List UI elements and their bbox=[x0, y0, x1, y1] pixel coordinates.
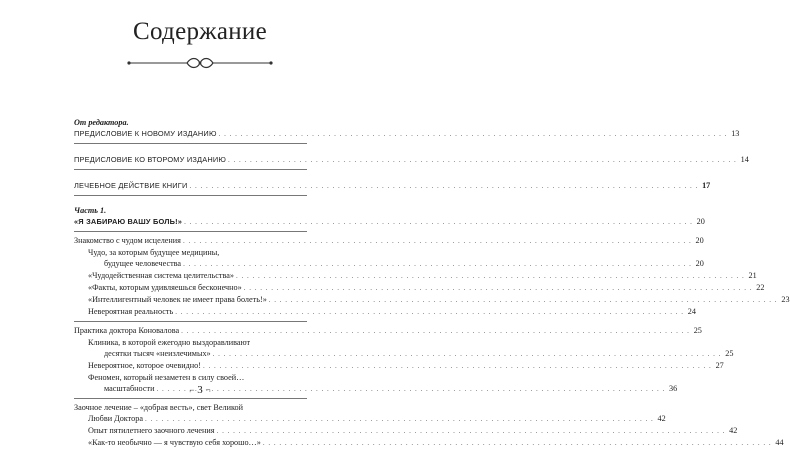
toc-entry-preface-new[interactable] bbox=[74, 128, 740, 140]
title-ornament bbox=[0, 55, 400, 71]
page-number: 3 bbox=[197, 384, 203, 396]
toc-page-number: 42 bbox=[657, 414, 666, 423]
toc-entry-preface-second[interactable] bbox=[74, 154, 749, 166]
leader-dots bbox=[244, 283, 753, 294]
toc-entry-wondrous-system[interactable] bbox=[74, 270, 757, 282]
bracket-ornament-left: ⌐ bbox=[189, 385, 195, 395]
page-title: Содержание bbox=[133, 18, 267, 45]
toc-page-number: 13 bbox=[731, 129, 740, 138]
leader-dots bbox=[181, 326, 690, 337]
toc-entry-clinic-line2[interactable] bbox=[74, 348, 734, 360]
table-of-contents bbox=[74, 117, 790, 449]
leader-dots bbox=[183, 236, 692, 247]
toc-entry-facts[interactable] bbox=[74, 282, 765, 294]
toc-entry-improbable[interactable] bbox=[74, 306, 696, 318]
toc-page-number: 17 bbox=[702, 181, 711, 190]
toc-page-number: 20 bbox=[696, 217, 705, 226]
toc-entry-label: Опыт пятилетнего заочного лечения bbox=[88, 426, 215, 435]
toc-page-number: 14 bbox=[740, 155, 749, 164]
toc-entry-feel-good[interactable] bbox=[74, 437, 784, 449]
toc-entry-label: «Факты, которым удивляешься бесконечно» bbox=[88, 283, 242, 292]
editor-label: От редактора. bbox=[74, 118, 129, 127]
toc-entry-label: «Как-то необычно — я чувствую себя хорошо…» bbox=[88, 438, 261, 447]
toc-entry-label: «Чудодейственная система целительства» bbox=[88, 271, 234, 280]
toc-entry-obvious[interactable] bbox=[74, 360, 724, 372]
toc-page-number: 36 bbox=[669, 384, 678, 393]
toc-entry-intelligent[interactable] bbox=[74, 294, 790, 306]
toc-entry-practice[interactable] bbox=[74, 325, 702, 337]
toc-page-number: 25 bbox=[693, 326, 702, 335]
toc-entry-label: Любви Доктора bbox=[88, 414, 143, 423]
toc-entry-label: «Я ЗАБИРАЮ ВАШУ БОЛЬ!» bbox=[74, 217, 183, 226]
leader-dots bbox=[183, 259, 692, 270]
toc-page-number: 22 bbox=[756, 283, 765, 292]
toc-entry-label: десятки тысяч «неизлечимых» bbox=[104, 349, 211, 358]
toc-page-number: 20 bbox=[695, 236, 704, 245]
toc-entry-remote-line1[interactable]: Заочное лечение – «добрая весть», свет Великой bbox=[74, 403, 244, 412]
toc-entry-label: Невероятная реальность bbox=[88, 307, 174, 316]
toc-entry-remote-line2[interactable] bbox=[74, 413, 666, 425]
toc-page-number: 21 bbox=[748, 271, 757, 280]
leader-dots bbox=[236, 271, 745, 282]
leader-dots bbox=[190, 181, 699, 192]
toc-entry-miracle-line1[interactable]: Чудо, за которым будущее медицины, bbox=[88, 248, 220, 257]
toc-entry-miracle-line2[interactable] bbox=[74, 258, 704, 270]
toc-entry-label: Практика доктора Коновалова bbox=[74, 326, 180, 335]
leader-dots bbox=[217, 426, 726, 437]
toc-page-number: 20 bbox=[695, 259, 704, 268]
leader-dots bbox=[228, 155, 737, 166]
leader-dots bbox=[213, 349, 722, 360]
leader-dots bbox=[184, 217, 693, 228]
bracket-ornament-right: ¬ bbox=[205, 385, 211, 395]
toc-page-number: 23 bbox=[781, 295, 790, 304]
toc-entry-label: «Интеллигентный человек не имеет права болеть!» bbox=[88, 295, 267, 304]
toc-entry-clinic-line1[interactable]: Клиника, в которой ежегодно выздоравливают bbox=[88, 338, 251, 347]
toc-entry-fifty-years[interactable] bbox=[74, 425, 738, 437]
toc-entry-label: Знакомство с чудом исцеления bbox=[74, 236, 181, 245]
toc-entry-label: масштабности bbox=[104, 384, 155, 393]
toc-entry-label: ЛЕЧЕБНОЕ ДЕЙСТВИЕ КНИГИ bbox=[74, 181, 188, 190]
leader-dots bbox=[175, 307, 684, 318]
toc-entry-label: Невероятное, которое очевидно! bbox=[88, 361, 202, 370]
toc-entry-label: будущее человечества bbox=[104, 259, 182, 268]
leader-dots bbox=[203, 361, 712, 372]
toc-page-number: 24 bbox=[687, 307, 696, 316]
toc-entry-healing-action[interactable] bbox=[74, 180, 711, 192]
toc-page-number: 27 bbox=[715, 361, 724, 370]
leader-dots bbox=[269, 295, 778, 306]
toc-page-number: 42 bbox=[729, 426, 738, 435]
toc-entry-label: ПРЕДИСЛОВИЕ КО ВТОРОМУ ИЗДАНИЮ bbox=[74, 155, 227, 164]
leader-dots bbox=[263, 438, 772, 449]
toc-page-number: 25 bbox=[725, 349, 734, 358]
leader-dots bbox=[145, 414, 654, 425]
toc-entry-label: ПРЕДИСЛОВИЕ К НОВОМУ ИЗДАНИЮ bbox=[74, 129, 217, 138]
toc-entry-phenomenon-line1[interactable]: Феномен, который незаметен в силу своей… bbox=[88, 373, 245, 382]
leader-dots bbox=[219, 129, 728, 140]
toc-entry-part1-title[interactable] bbox=[74, 216, 705, 228]
toc-entry-intro[interactable] bbox=[74, 235, 704, 247]
toc-page-number: 44 bbox=[775, 438, 784, 447]
page-number-footer bbox=[0, 384, 400, 396]
part-label: Часть 1. bbox=[74, 206, 107, 215]
